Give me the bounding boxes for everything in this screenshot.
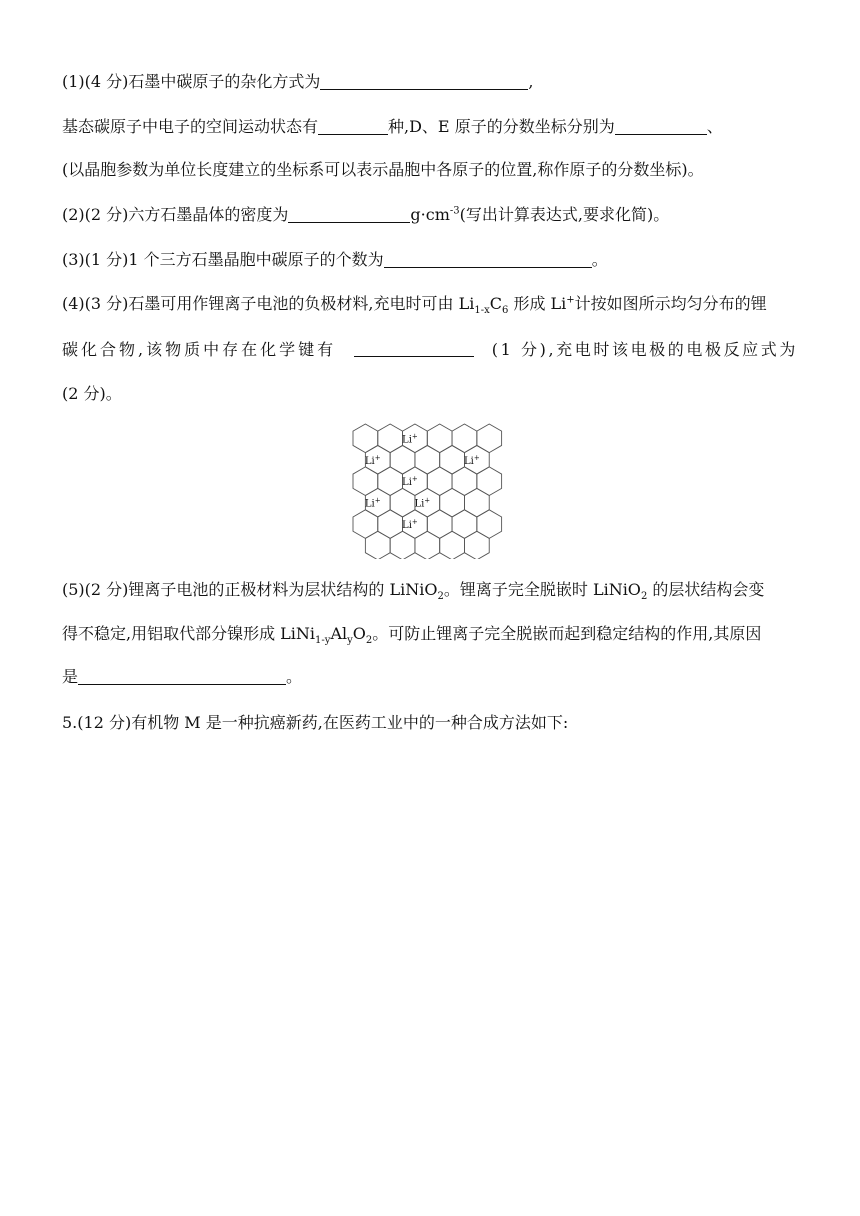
carbon-hexagon	[427, 424, 452, 453]
lithium-graphite-lattice-figure	[344, 417, 510, 559]
carbon-hexagon	[477, 424, 502, 453]
question-4-line-3: (2 分)。	[62, 384, 122, 403]
carbon-hexagon	[353, 424, 378, 453]
lithium-ion-label: Li+	[364, 496, 381, 510]
lithium-ion-label: Li+	[402, 475, 418, 489]
carbon-hexagon	[452, 510, 477, 539]
carbon-hexagon	[427, 510, 452, 539]
carbon-hexagon	[415, 531, 440, 559]
answer-blank-atom-count[interactable]	[384, 251, 592, 268]
answer-blank-hybridization[interactable]	[320, 73, 528, 90]
carbon-hexagon	[440, 531, 465, 559]
carbon-hexagon	[378, 467, 403, 496]
question-4-line-2: 碳化合物,该物质中存在化学键有 (1 分),充电时该电极的电极反应式为	[62, 340, 798, 359]
carbon-hexagon	[390, 488, 415, 517]
question-1-line-3: (以晶胞参数为单位长度建立的坐标系可以表示晶胞中各原子的位置,称作原子的分数坐标)。	[62, 160, 704, 179]
carbon-hexagon	[378, 510, 403, 539]
carbon-hexagon	[353, 510, 378, 539]
question-1-line-2: 基态碳原子中电子的空间运动状态有 种,D、E 原子的分数坐标分别为 、	[62, 117, 723, 136]
lithium-ion-label: Li+	[364, 453, 381, 467]
carbon-hexagon	[440, 488, 465, 517]
answer-blank-reason[interactable]	[78, 668, 286, 685]
lithium-ion-label: Li+	[402, 518, 418, 532]
carbon-hexagon	[477, 510, 502, 539]
question-2: (2)(2 分)六方石墨晶体的密度为 $g\cdot cm^{-3}$(写出计算表达式,要求化简)。	[62, 205, 670, 224]
carbon-hexagon	[427, 467, 452, 496]
answer-blank-motion-states[interactable]	[318, 118, 388, 135]
question-3: (3)(1 分)1 个三方石墨晶胞中碳原子的个数为 。	[62, 250, 608, 269]
carbon-hexagon	[390, 445, 415, 474]
answer-blank-d-coordinate[interactable]	[615, 118, 707, 135]
question-5-line-3: 是 。	[62, 667, 303, 686]
carbon-hexagon	[378, 424, 403, 453]
answer-blank-density[interactable]	[288, 206, 410, 223]
lithium-ion-label: Li+	[463, 453, 480, 467]
carbon-hexagon	[452, 467, 477, 496]
answer-blank-chemical-bonds[interactable]	[354, 340, 474, 357]
carbon-hexagon	[477, 467, 502, 496]
question-next-heading: 5.(12 分)有机物 M 是一种抗癌新药,在医药工业中的一种合成方法如下:	[62, 713, 569, 732]
carbon-hexagon	[390, 531, 415, 559]
carbon-hexagon	[365, 531, 390, 559]
question-5-line-1: (5)(2 分)锂离子电池的正极材料为层状结构的 LiNiO$_2$。锂离子完全脱嵌时 LiNiO$_2$ 的层状结构会变	[62, 580, 765, 603]
question-1-line-1: (1)(4 分)石墨中碳原子的杂化方式为 ,	[62, 72, 534, 91]
carbon-hexagon	[353, 467, 378, 496]
lithium-ion-label: Li+	[414, 496, 431, 510]
carbon-hexagon	[452, 424, 477, 453]
question-4-line-1: (4)(3 分)石墨可用作锂离子电池的负极材料,充电时可由 $Li_{1-x}C_6$ 形成 Li+计按如图所示均匀分布的锂	[62, 294, 767, 317]
carbon-hexagon	[440, 445, 465, 474]
question-5-line-2: 得不稳定,用铝取代部分镍形成 $LiNi_{1-y}Al_yO_2$。可防止锂离子完全脱嵌而起到稳定结构的作用,其原因	[62, 624, 762, 647]
lithium-ion-label: Li+	[402, 432, 418, 446]
carbon-hexagon	[464, 531, 489, 559]
carbon-hexagon	[464, 488, 489, 517]
carbon-hexagon	[415, 445, 440, 474]
